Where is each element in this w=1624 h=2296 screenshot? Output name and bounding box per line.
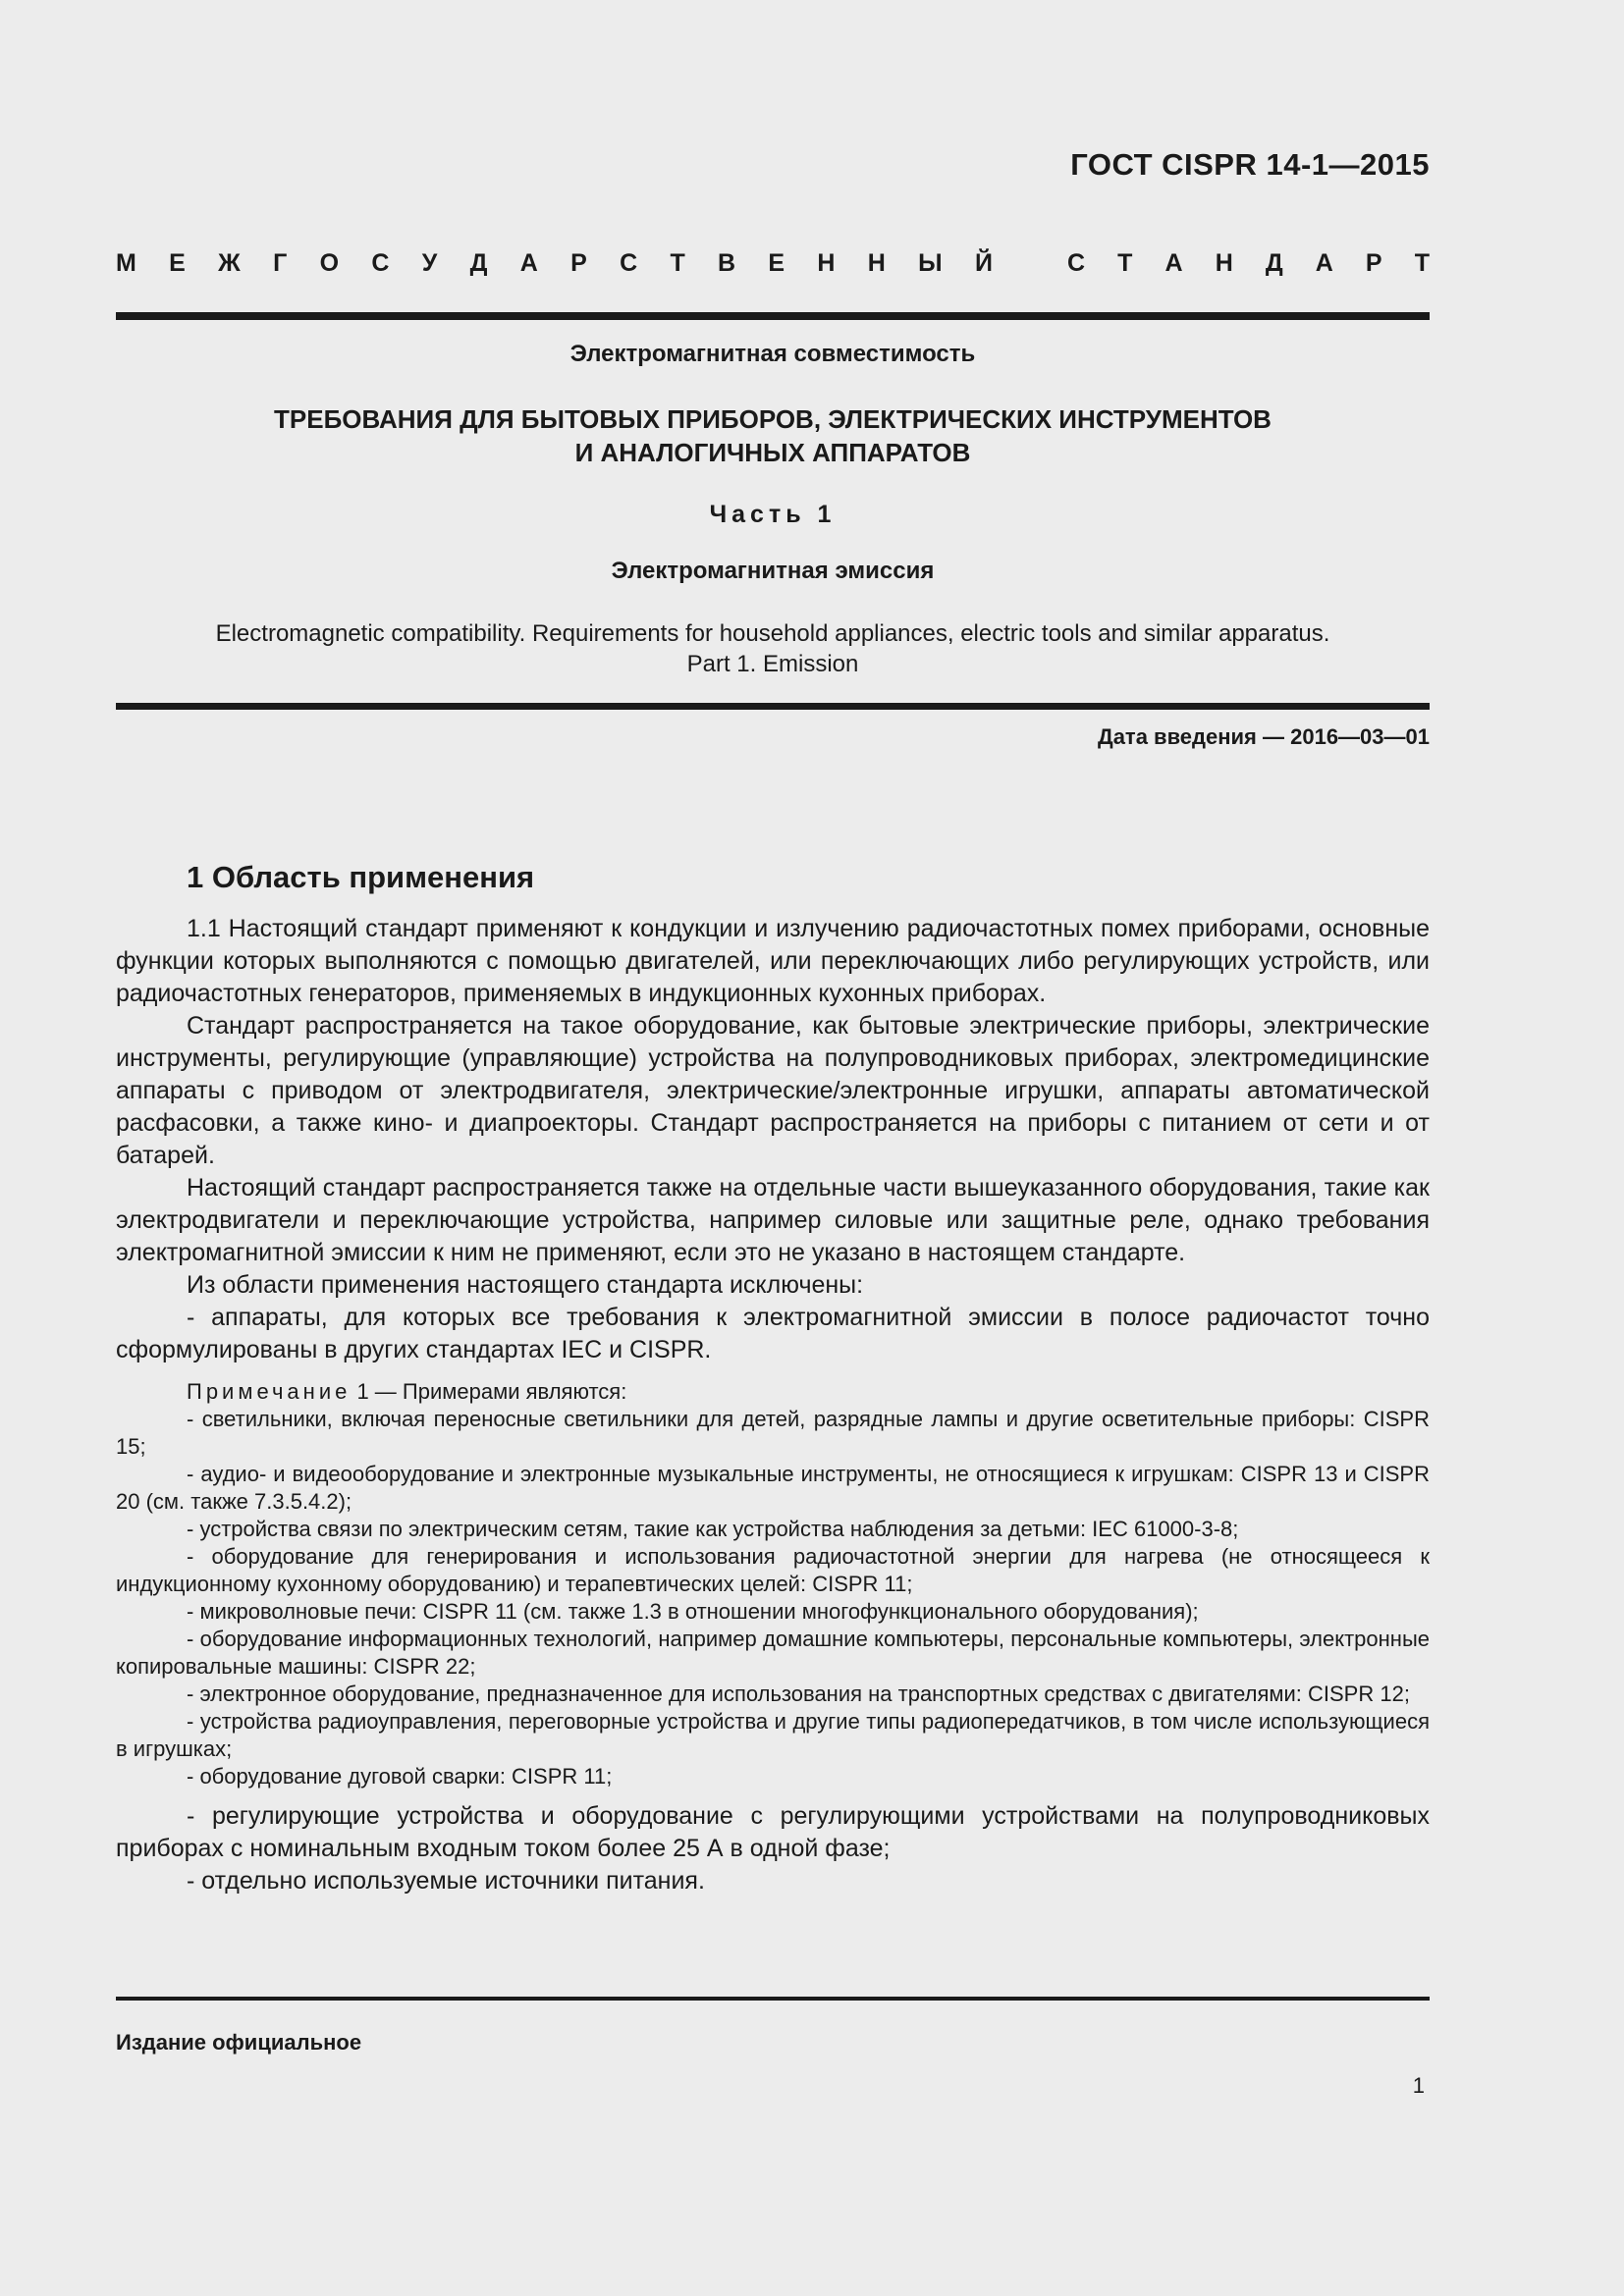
paragraph: Из области применения настоящего стандарта исключены: [187, 1271, 864, 1299]
english-title-line: Part 1. Emission [686, 651, 859, 677]
banner-letter: Ы [918, 249, 943, 277]
standard-banner [116, 249, 1430, 278]
note-item: - оборудование дуговой сварки: CISPR 11; [187, 1764, 613, 1789]
introduction-date: Дата введения — 2016—03—01 [1098, 724, 1430, 749]
edition-label: Издание официальное [116, 2030, 362, 2055]
note-heading [116, 1378, 1430, 1406]
banner-letter: Н [1215, 249, 1233, 277]
note-item: - электронное оборудование, предназначенное для использования на транспортных средствах с двигателями: CISPR 12; [187, 1682, 1410, 1706]
page-number: 1 [1412, 2073, 1425, 2098]
note-item: - оборудование для генерирования и использования радиочастотной энергии для нагрева (не относящееся к индукционному кухонному оборудованию) и терапевтических целей: CISPR 11; [116, 1544, 1430, 1596]
banner-letter: Д [1265, 249, 1283, 277]
title-divider [116, 703, 1430, 710]
banner-letter: О [319, 249, 340, 277]
note-item: - оборудование информационных технологий, например домашние компьютеры, персональные компьютеры, электронные копировальные машины: CISPR 22; [116, 1627, 1430, 1679]
banner-letter: С [371, 249, 390, 277]
banner-letter: Й [974, 249, 993, 277]
english-title [116, 618, 1430, 679]
banner-word-interstate [116, 249, 993, 278]
note-item: - светильники, включая переносные светильники для детей, разрядные лампы и другие осветительные приборы: CISPR 15; [116, 1407, 1430, 1459]
banner-letter: М [116, 249, 136, 277]
part-number: Часть 1 [709, 501, 837, 528]
top-divider [116, 312, 1430, 320]
section-heading: 1 Область применения [187, 860, 535, 894]
document-title [116, 402, 1430, 469]
banner-letter: Т [1414, 249, 1430, 277]
banner-letter: В [718, 249, 736, 277]
note-lead: 1 — Примерами являются: [351, 1379, 627, 1404]
banner-letter: Р [570, 249, 587, 277]
paragraph: - регулирующие устройства и оборудование с регулирующими устройствами на полупроводниковых приборах с номинальным входным током более 25 А в одной фазе; [116, 1802, 1430, 1862]
banner-word-standard [1067, 249, 1430, 278]
english-title-line: Electromagnetic compatibility. Requirements for household appliances, electric tools and similar apparatus. [215, 620, 1330, 647]
banner-letter: Е [169, 249, 186, 277]
note-item: - устройства радиоуправления, переговорные устройства и другие типы радиопередатчиков, в том числе использующиеся в игрушках; [116, 1709, 1430, 1761]
banner-letter: Г [273, 249, 288, 277]
banner-letter: Н [817, 249, 836, 277]
banner-letter: У [421, 249, 438, 277]
banner-letter: Д [469, 249, 488, 277]
banner-letter: Ж [218, 249, 241, 277]
note-item: - микроволновые печи: CISPR 11 (см. также 1.3 в отношении многофункционального оборудования); [187, 1599, 1199, 1624]
banner-letter: А [1164, 249, 1183, 277]
note-item: - аудио- и видеооборудование и электронные музыкальные инструменты, не относящиеся к игрушкам: CISPR 13 и CISPR 20 (см. также 7.3.5.4.2); [116, 1462, 1430, 1514]
banner-letter: Т [1117, 249, 1133, 277]
paragraph: - отдельно используемые источники питания. [187, 1867, 705, 1895]
paragraph: Настоящий стандарт распространяется также на отдельные части вышеуказанного оборудования, такие как электродвигатели и переключающие устройства, например силовые или защитные реле, однако требования электромагнитной эмиссии к ним не применяют, если это не указано в настоящем стандарте. [116, 1174, 1430, 1266]
paragraph: 1.1 Настоящий стандарт применяют к кондукции и излучению радиочастотных помех приборами, основные функции которых выполняются с помощью двигателей, или переключающих либо регулирующих устройств, или радиочастотных генераторов, применяемых в индукционных кухонных приборах. [116, 915, 1430, 1007]
banner-letter: Н [867, 249, 886, 277]
part-title: Электромагнитная эмиссия [611, 558, 935, 584]
banner-letter: С [620, 249, 638, 277]
title-line: И АНАЛОГИЧНЫХ АППАРАТОВ [574, 438, 971, 467]
banner-letter: А [1315, 249, 1333, 277]
paragraph: Стандарт распространяется на такое оборудование, как бытовые электрические приборы, электрические инструменты, регулирующие (управляющие) устройства на полупроводниковых приборах, электромедицинские аппараты с приводом от электродвигателя, электрические/электронные игрушки, аппараты автоматической расфасовки, а также кино- и диапроекторы. Стандарт распространяется на приборы с питанием от сети и от батарей. [116, 1012, 1430, 1169]
banner-letter: Е [768, 249, 785, 277]
paragraph: - аппараты, для которых все требования к электромагнитной эмиссии в полосе радиочастот точно сформулированы в других стандартах IEC и CISPR. [116, 1304, 1430, 1363]
note-block [116, 1378, 1430, 1790]
banner-letter: Р [1365, 249, 1382, 277]
document-id: ГОСТ CISPR 14-1—2015 [1070, 147, 1430, 182]
note-label: Примечание [187, 1379, 352, 1404]
banner-letter: С [1067, 249, 1086, 277]
footer-divider [116, 1997, 1430, 2001]
banner-letter: А [519, 249, 538, 277]
section-body [116, 913, 1430, 1897]
note-item: - устройства связи по электрическим сетям, такие как устройства наблюдения за детьми: IEC 61000-3-8; [187, 1517, 1239, 1541]
title-line: ТРЕБОВАНИЯ ДЛЯ БЫТОВЫХ ПРИБОРОВ, ЭЛЕКТРИЧЕСКИХ ИНСТРУМЕНТОВ [274, 404, 1272, 434]
document-subtitle: Электромагнитная совместимость [569, 341, 976, 367]
banner-letter: Т [670, 249, 685, 277]
